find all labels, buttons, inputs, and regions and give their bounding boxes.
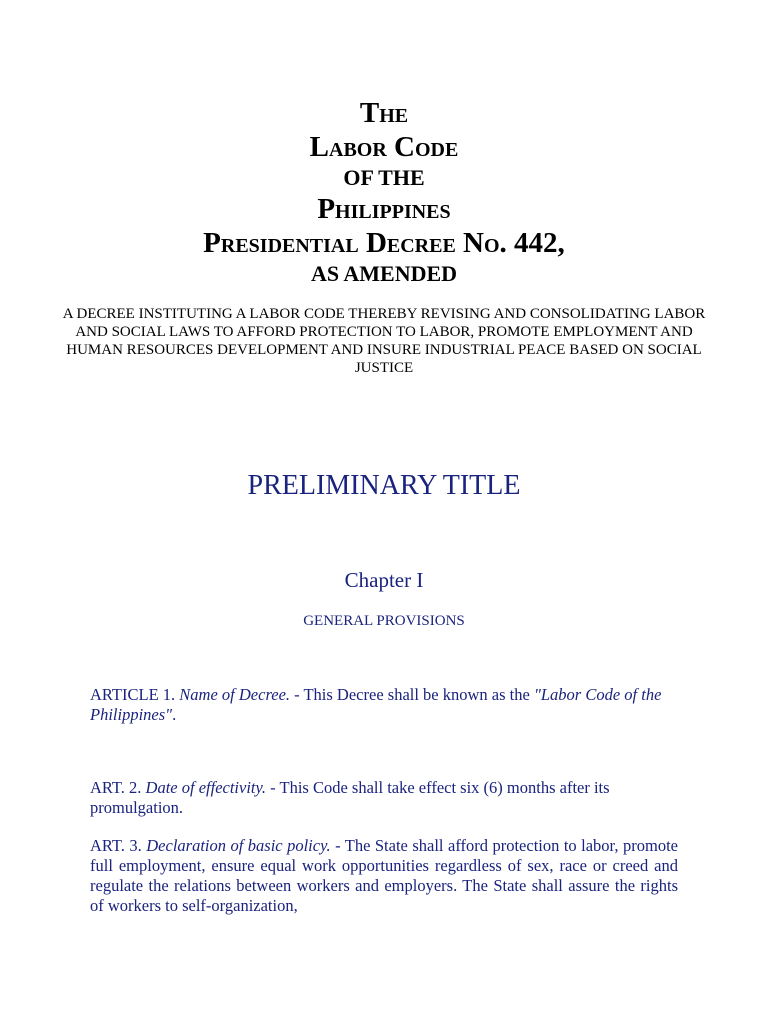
article-label: ARTICLE 1.	[90, 685, 176, 704]
title-line-presidential-decree: Presidential Decree No. 442,	[203, 227, 565, 259]
title-line-as-amended: AS AMENDED	[310, 261, 458, 286]
article-text: - The State shall afford protection to labor, promote full employment, ensure equal work opportunities regardless of sex, race or creed and regulate the relations between workers and employers. The State shall assure the rights of workers to self-organization,	[90, 836, 678, 915]
article-2	[90, 778, 678, 818]
chapter-heading: Chapter I	[344, 568, 424, 592]
article-label: ART. 2.	[90, 778, 142, 797]
article-text: - This Code shall take effect six (6) months after its promulgation.	[90, 778, 610, 817]
article-text: - This Decree shall be known as the	[290, 685, 534, 704]
preliminary-title-heading: PRELIMINARY TITLE	[247, 470, 521, 501]
title-line-labor-code: Labor Code	[309, 131, 459, 163]
title-line-the: The	[359, 97, 409, 129]
article-3	[90, 836, 678, 916]
article-label: ART. 3.	[90, 836, 142, 855]
article-heading: Date of effectivity.	[145, 778, 267, 797]
article-heading: Declaration of basic policy.	[146, 836, 331, 855]
article-emphasis: "Labor Code of the Philippines"	[90, 685, 662, 724]
article-1	[90, 685, 678, 725]
document-title	[0, 96, 768, 288]
title-line-philippines: Philippines	[317, 193, 451, 225]
decree-description: A DECREE INSTITUTING A LABOR CODE THEREBY REVISING AND CONSOLIDATING LABOR AND SOCIAL LAWS TO AFFORD PROTECTION TO LABOR, PROMOTE EMPLOYMENT AND HUMAN RESOURCES DEVELOPMENT AND INSURE INDUSTRIAL PEACE BASED ON SOCIAL JUSTICE	[62, 306, 706, 376]
article-end: .	[172, 705, 177, 724]
title-line-of-the: OF THE	[343, 165, 425, 190]
article-heading: Name of Decree.	[179, 685, 291, 704]
general-provisions-heading: GENERAL PROVISIONS	[303, 613, 465, 629]
